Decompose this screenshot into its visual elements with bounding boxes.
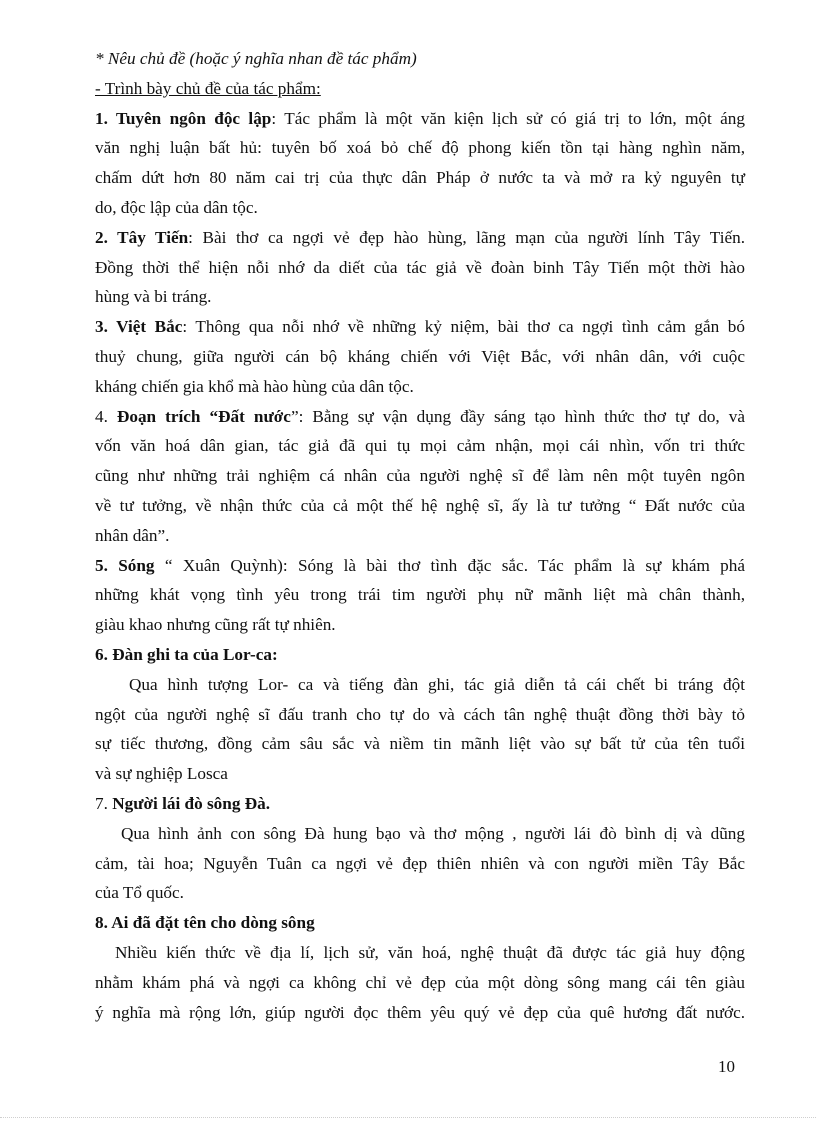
section-3-title: 3. Việt Bắc [95, 317, 183, 337]
section-5-line-1 [95, 551, 745, 581]
section-1-line-2: văn nghị luận bất hủ: tuyên bố xoá bỏ chế độ phong kiến tồn tại hàng nghìn năm, [95, 138, 745, 158]
section-2-line-2: Đồng thời thể hiện nỗi nhớ da diết của tác giả về đoàn binh Tây Tiến một thời hào [95, 257, 745, 277]
section-4-title: Đoạn trích “Đất nước [116, 406, 291, 426]
subheading-text: - Trình bày chủ đề của tác phẩm: [95, 78, 321, 98]
section-6-line-4: và sự nghiệp Losca [95, 764, 228, 784]
section-6-heading [95, 640, 745, 670]
section-8-line-2: nhằm khám phá và ngợi ca không chỉ vẻ đẹp của một dòng sông mang cái tên giàu [95, 972, 745, 992]
section-8-title: 8. Ai đã đặt tên cho dòng sông [95, 913, 315, 933]
section-5-text: “ Xuân Quỳnh): Sóng là bài thơ tình đặc sắc. Tác phẩm là sự khám phá [154, 555, 745, 575]
section-7-heading [95, 789, 745, 819]
heading-note-text: * Nêu chủ đề (hoặc ý nghĩa nhan đề tác phẩm) [95, 49, 417, 68]
section-3-line-3: kháng chiến gia khổ mà hào hùng của dân tộc. [95, 376, 414, 396]
document-body [95, 44, 745, 1027]
section-8-line-1: Nhiều kiến thức về địa lí, lịch sử, văn hoá, nghệ thuật đã được tác giả huy động [115, 942, 745, 962]
section-3-line-2: thuỷ chung, giữa người cán bộ kháng chiến với Việt Bắc, với nhân dân, với cuộc [95, 346, 745, 366]
subheading [95, 74, 745, 104]
section-1-title: 1. Tuyên ngôn độc lập [95, 108, 272, 128]
section-2-line-3: hùng và bi tráng. [95, 287, 212, 307]
section-3-text: : Thông qua nỗi nhớ về những kỷ niệm, bài thơ ca ngợi tình cảm gắn bó [182, 317, 745, 337]
heading-note [95, 44, 745, 74]
section-6-title: 6. Đàn ghi ta của Lor-ca: [95, 644, 278, 664]
section-5-title: 5. Sóng [95, 555, 155, 575]
section-1-line-1 [95, 104, 745, 134]
section-4-line-3: cũng như những trải nghiệm cá nhân của người nghệ sĩ để làm nên một tuyên ngôn [95, 466, 745, 486]
section-7-line-2: cảm, tài hoa; Nguyễn Tuân ca ngợi vẻ đẹp thiên nhiên và con người miền Tây Bắc [95, 853, 745, 873]
section-7-number: 7. [95, 793, 113, 813]
section-8-heading [95, 908, 745, 938]
section-2-line-1 [95, 223, 745, 253]
section-6-line-3: sự tiếc thương, đồng cảm sâu sắc và niềm tin mãnh liệt vào sự bất tử của tên tuổi [95, 734, 745, 754]
section-5-line-2: những khát vọng tình yêu trong trái tim người phụ nữ mãnh liệt mà chân thành, [95, 585, 745, 605]
section-4-text: ”: Bằng sự vận dụng đầy sáng tạo hình thức thơ tự do, và [290, 406, 745, 426]
section-2-title: 2. Tây Tiến [95, 227, 189, 247]
section-4-line-5: nhân dân”. [95, 525, 170, 545]
section-7-title: Người lái đò sông Đà. [112, 793, 271, 813]
section-8-line-3: ý nghĩa mà rộng lớn, giúp người đọc thêm yêu quý vẻ đẹp của quê hương đất nước. [95, 1002, 745, 1022]
section-5-line-3: giàu khao nhưng cũng rất tự nhiên. [95, 615, 336, 635]
page-number: 10 [718, 1057, 735, 1076]
section-6-line-2: ngột của người nghệ sĩ đấu tranh cho tự do và cách tân nghệ thuật đồng thời bày tỏ [95, 704, 745, 724]
section-2-text: : Bài thơ ca ngợi vẻ đẹp hào hùng, lãng mạn của người lính Tây Tiến. [188, 227, 745, 247]
section-7-line-1: Qua hình ảnh con sông Đà hung bạo và thơ mộng , người lái đò bình dị và dũng [121, 823, 745, 843]
section-4-line-2: vốn văn hoá dân gian, tác giả đã qui tụ mọi cảm nhận, mọi cái nhìn, vốn tri thức [95, 436, 745, 456]
section-4-line-4: về tư tưởng, về nhận thức của cả một thế hệ nghệ sĩ, ấy là tư tưởng “ Đất nước của [95, 495, 745, 515]
section-1-text: : Tác phẩm là một văn kiện lịch sử có giá trị to lớn, một áng [271, 108, 745, 128]
section-3-line-1 [95, 312, 745, 342]
section-7-line-3: của Tổ quốc. [95, 883, 184, 903]
section-1-line-3: chấm dứt hơn 80 năm cai trị của thực dân Pháp ở nước ta và mở ra kỷ nguyên tự [95, 168, 745, 188]
section-6-line-1: Qua hình tượng Lor- ca và tiếng đàn ghi, tác giả diễn tả cái chết bi tráng đột [129, 674, 745, 694]
page-bottom-divider [0, 1117, 816, 1118]
section-4-line-1 [95, 402, 745, 432]
section-1-line-4: do, độc lập của dân tộc. [95, 197, 258, 217]
section-4-number: 4. [95, 406, 117, 426]
